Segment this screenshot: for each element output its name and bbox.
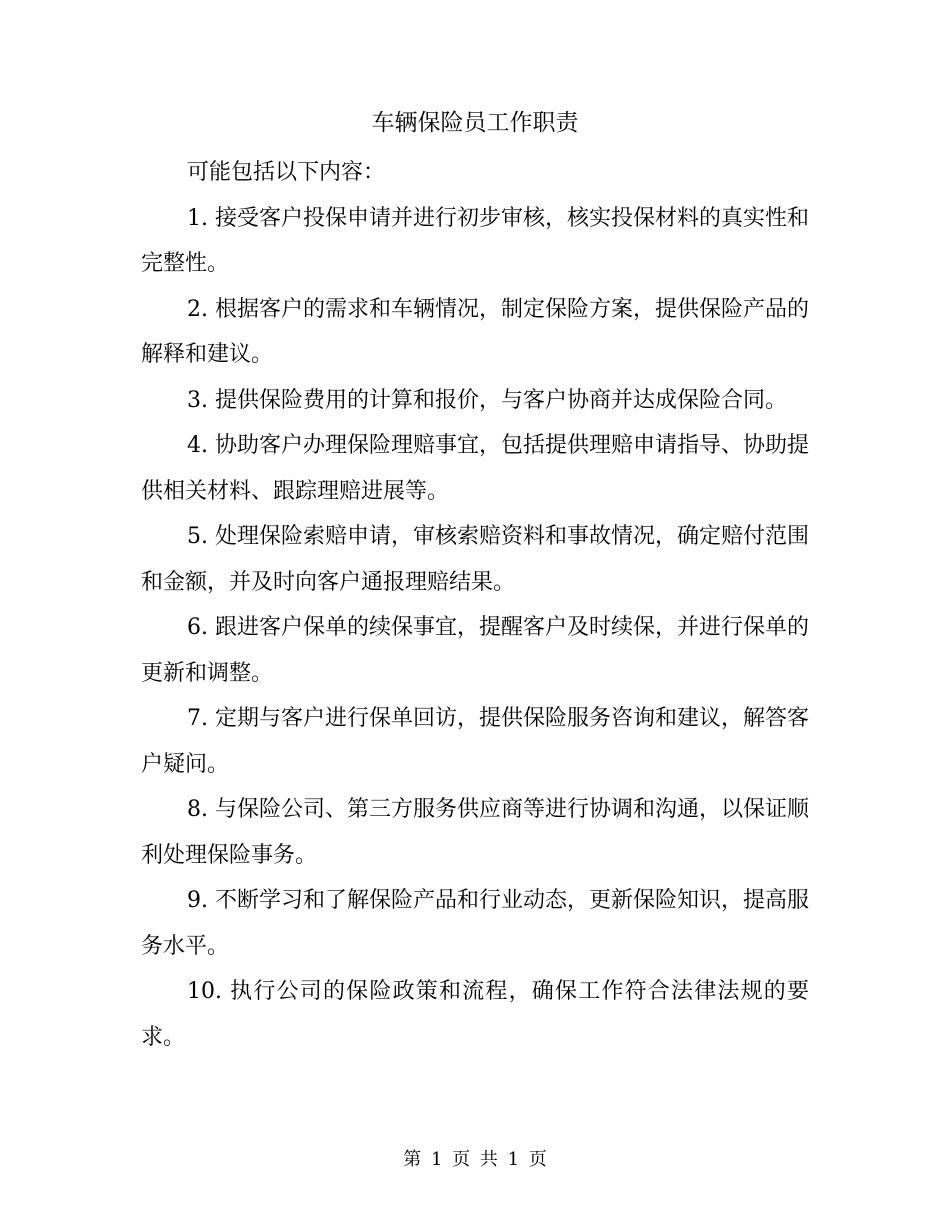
duty-item-4: 4. 协助客户办理保险理赔事宜，包括提供理赔申请指导、协助提供相关材料、跟踪理赔进展等。 <box>141 433 809 504</box>
duty-item-8: 8. 与保险公司、第三方服务供应商等进行协调和沟通，以保证顺利处理保险事务。 <box>141 797 809 868</box>
duty-item-3: 3. 提供保险费用的计算和报价，与客户协商并达成保险合同。 <box>187 387 787 413</box>
duty-item-5: 5. 处理保险索赔申请，审核索赔资料和事故情况，确定赔付范围和金额，并及时向客户通报理赔结果。 <box>141 524 809 595</box>
duty-item-10: 10. 执行公司的保险政策和流程，确保工作符合法律法规的要求。 <box>141 979 809 1050</box>
document-title: 车辆保险员工作职责 <box>371 110 579 136</box>
duty-item-6: 6. 跟进客户保单的续保事宜，提醒客户及时续保，并进行保单的更新和调整。 <box>141 615 809 686</box>
duty-item-1: 1. 接受客户投保申请并进行初步审核，核实投保材料的真实性和完整性。 <box>141 205 809 276</box>
document-body <box>141 150 809 1060</box>
page-number-footer: 第 1 页 共 1 页 <box>403 1149 547 1170</box>
duty-item-2: 2. 根据客户的需求和车辆情况，制定保险方案，提供保险产品的解释和建议。 <box>141 296 809 367</box>
duty-item-9: 9. 不断学习和了解保险产品和行业动态，更新保险知识，提高服务水平。 <box>141 888 809 959</box>
intro-paragraph: 可能包括以下内容： <box>187 160 386 185</box>
duty-item-7: 7. 定期与客户进行保单回访，提供保险服务咨询和建议，解答客户疑问。 <box>141 706 809 777</box>
